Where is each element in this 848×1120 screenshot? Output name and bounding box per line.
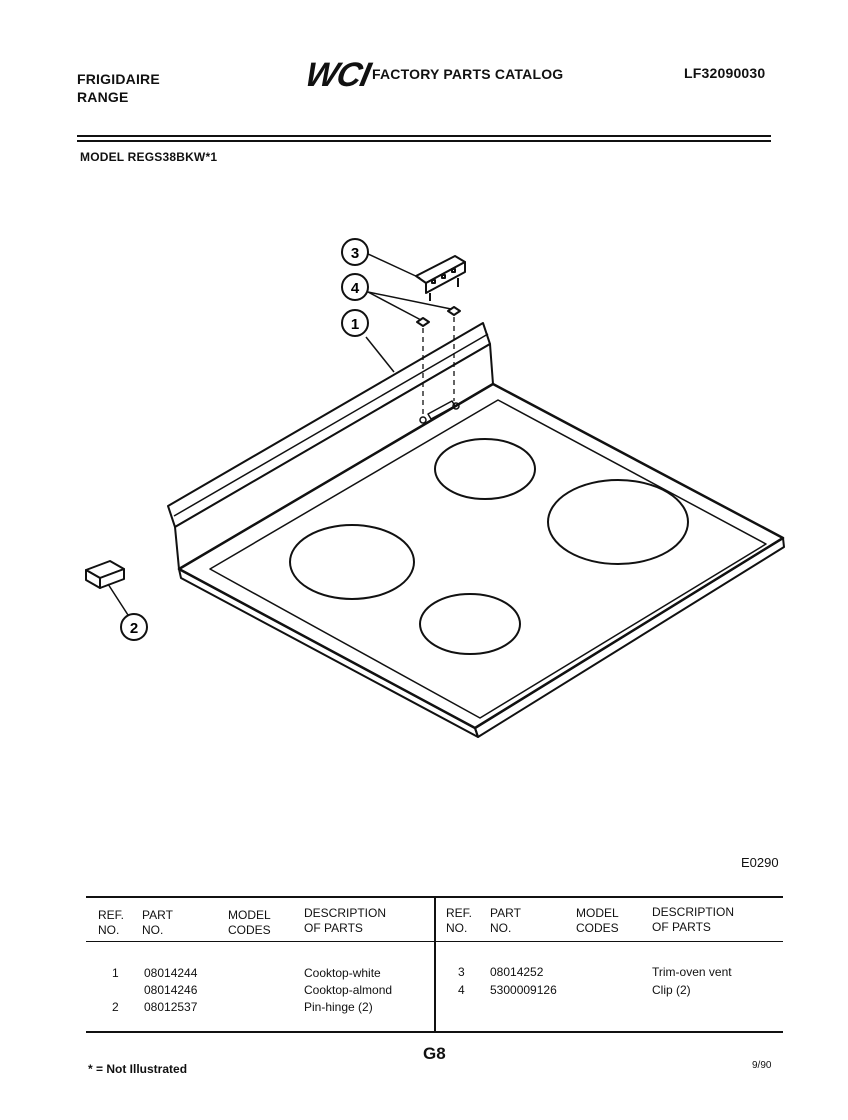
header-description-right: DESCRIPTION OF PARTS [652,905,735,934]
table-divider [434,896,436,1032]
cooktop-panel [179,384,784,737]
row-5-desc: Clip (2) [652,983,691,997]
row-3-part: 08012537 [144,1000,198,1014]
catalog-code: LF32090030 [684,65,766,81]
callout-4-label: 4 [350,280,360,297]
header-ref-no: REF. NO. [98,908,125,937]
callout-1 [342,310,368,336]
row-1-ref: 1 [112,966,119,980]
header-ref-no-right: REF. NO. [446,906,473,935]
callout-2-label: 2 [129,620,139,637]
row-5-part: 5300009126 [490,983,557,997]
header-description: DESCRIPTION OF PARTS [304,906,387,935]
model-number: MODEL REGS38BKW*1 [80,150,218,164]
header-model-codes: MODEL CODES [228,908,271,937]
callout-4 [342,274,368,300]
figure-code: E0290 [741,855,779,870]
callout-3 [342,239,368,265]
catalog-title: FACTORY PARTS CATALOG [372,66,564,82]
row-3-desc: Pin-hinge (2) [304,1000,373,1014]
row-1-desc: Cooktop-white [304,966,381,980]
pin-hinge-part [86,561,124,588]
row-3-ref: 2 [112,1000,119,1014]
callout-3-label: 3 [350,245,360,262]
page-number: G8 [423,1044,446,1063]
row-4-desc: Trim-oven vent [652,965,732,979]
row-4-part: 08014252 [490,965,544,979]
row-4-ref: 3 [458,965,465,979]
row-2-part: 08014246 [144,983,198,997]
row-1-part: 08014244 [144,966,198,980]
header-part-no-right: PART NO. [490,906,521,935]
callout-1-label: 1 [350,316,360,333]
trim-oven-vent-part [416,256,465,301]
wci-logo: WCI [302,56,374,94]
product-name: RANGE [77,89,129,105]
not-illustrated-note: * = Not Illustrated [88,1062,188,1076]
clip-parts [417,307,460,326]
callout-2 [121,614,147,640]
header-part-no: PART NO. [142,908,173,937]
row-5-ref: 4 [458,983,465,997]
row-2-desc: Cooktop-almond [304,983,393,997]
revision-date: 9/90 [752,1060,772,1071]
header-model-codes-right: MODEL CODES [576,906,619,935]
brand-name: FRIGIDAIRE [77,71,160,87]
